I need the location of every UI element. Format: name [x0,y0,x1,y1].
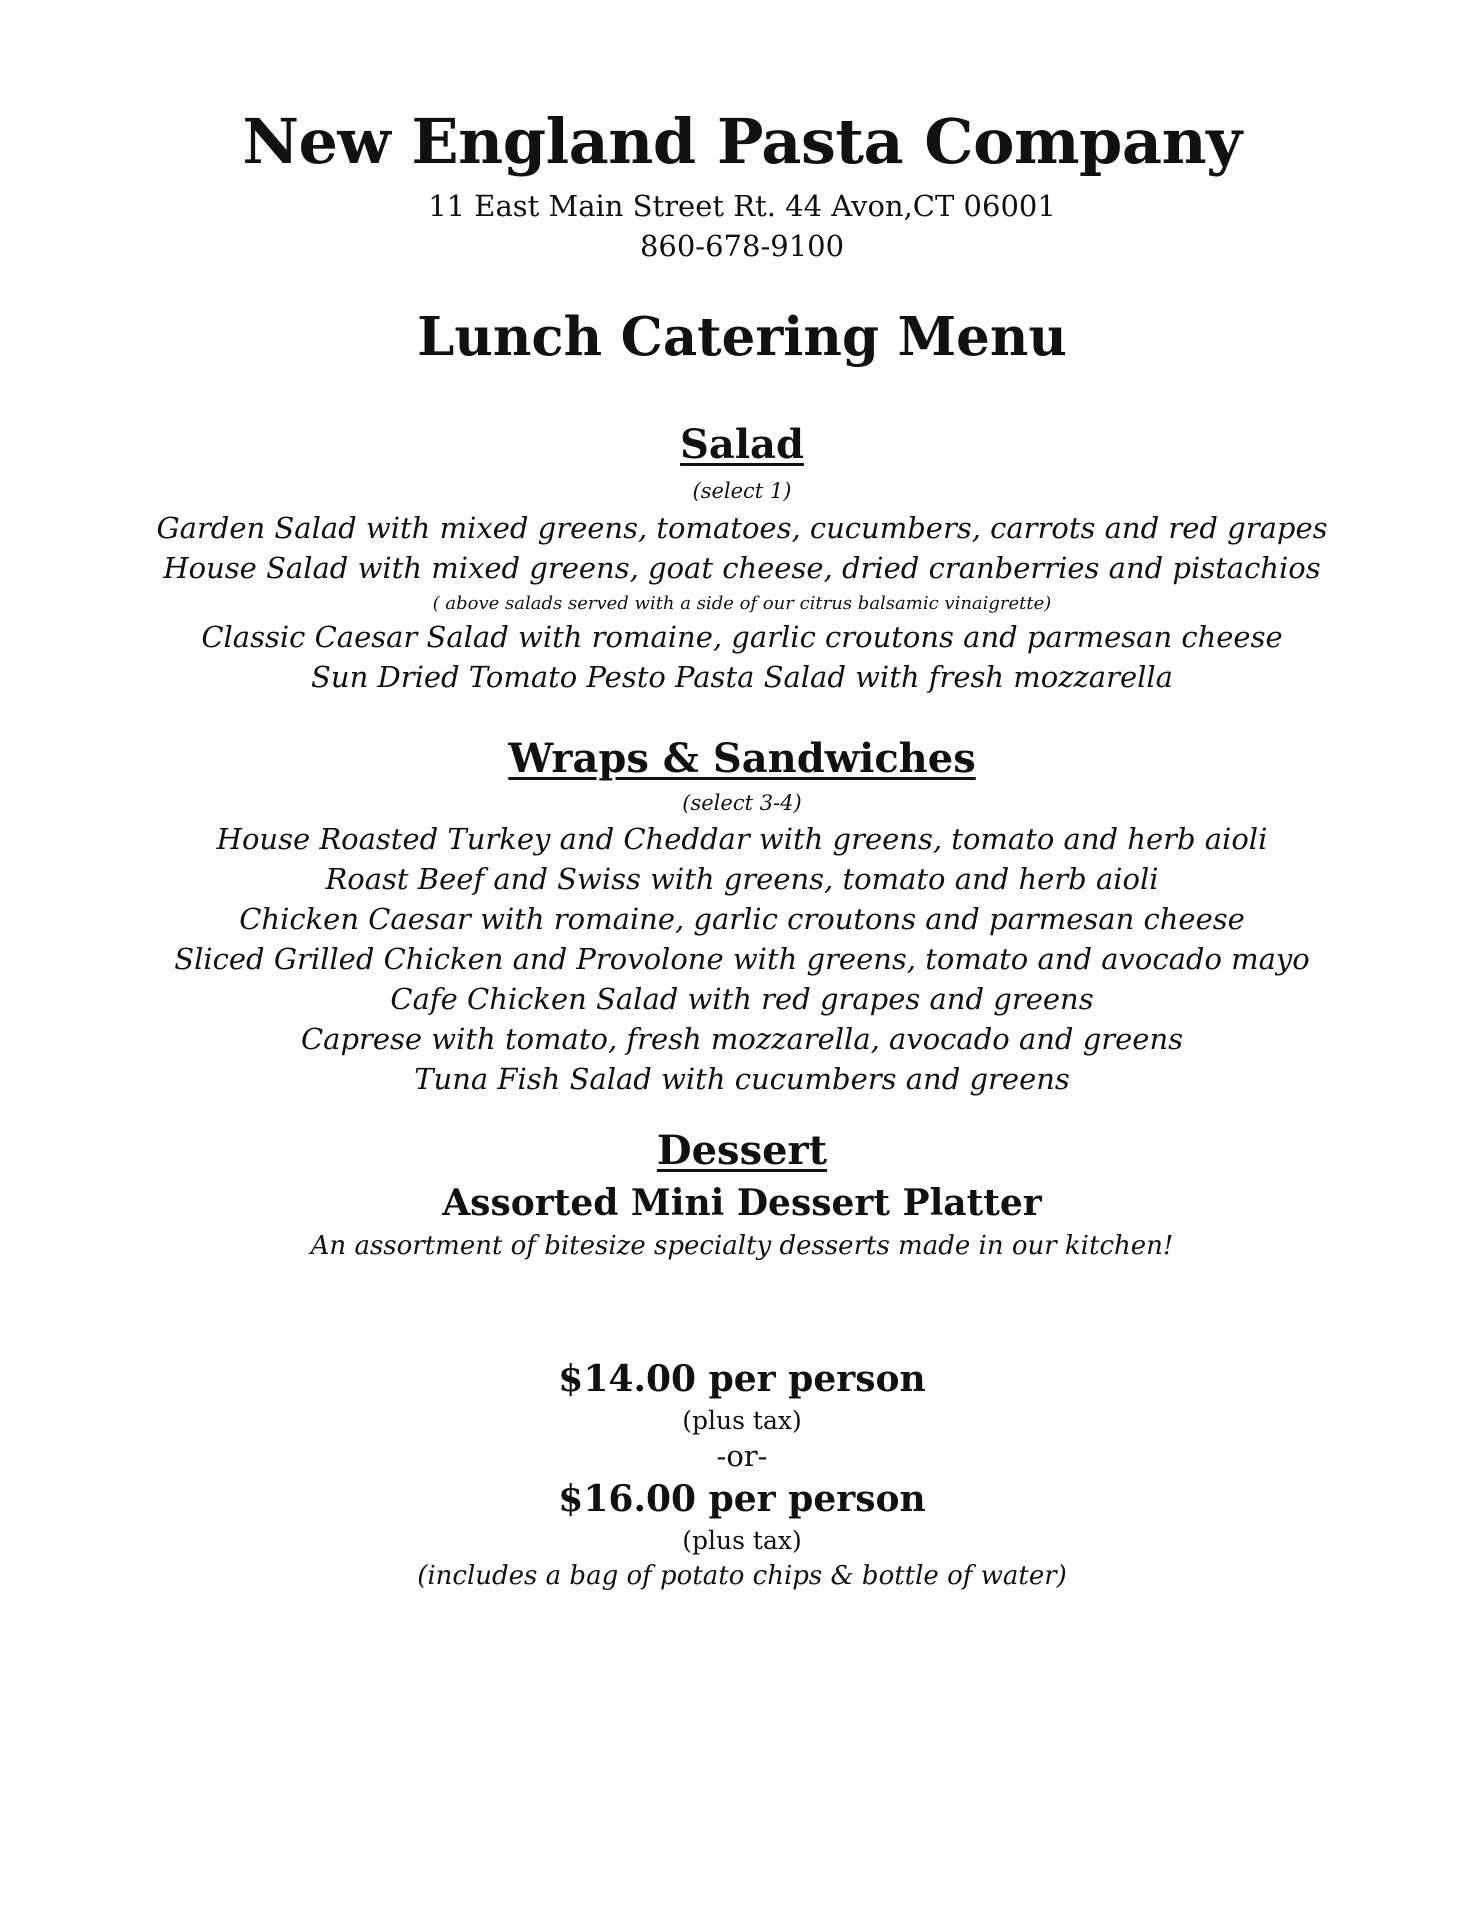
company-phone: 860-678-9100 [639,229,845,263]
price-option-2: $16.00 per person [558,1478,926,1520]
wrap-item: Chicken Caesar with romaine, garlic croutons and parmesan cheese [239,902,1245,936]
salad-item: House Salad with mixed greens, goat cheese, dried cranberries and pistachios [163,551,1321,585]
salad-dressing-note: ( above salads served with a side of our citrus balsamic vinaigrette) [432,593,1052,614]
price-option-2-tax: (plus tax) [682,1526,802,1555]
wrap-item: House Roasted Turkey and Cheddar with greens, tomato and herb aioli [216,822,1268,856]
wrap-item: Sliced Grilled Chicken and Provolone with greens, tomato and avocado mayo [174,942,1310,976]
price-option-1-tax: (plus tax) [682,1406,802,1435]
dessert-heading: Dessert [656,1127,828,1174]
dessert-name: Assorted Mini Dessert Platter [442,1182,1042,1224]
company-name: New England Pasta Company [242,105,1242,178]
salad-item: Classic Caesar Salad with romaine, garlic croutons and parmesan cheese [201,620,1283,654]
price-option-2-includes: (includes a bag of potato chips & bottle of water) [417,1561,1067,1591]
wrap-item: Cafe Chicken Salad with red grapes and greens [390,982,1094,1016]
wraps-select-note: (select 3-4) [682,791,802,815]
salad-item: Garden Salad with mixed greens, tomatoes, cucumbers, carrots and red grapes [156,511,1328,545]
salad-select-note: (select 1) [692,479,792,503]
wrap-item: Caprese with tomato, fresh mozzarella, avocado and greens [300,1022,1184,1056]
wraps-heading: Wraps & Sandwiches [508,735,976,782]
price-option-1: $14.00 per person [558,1358,926,1400]
salad-item: Sun Dried Tomato Pesto Pasta Salad with fresh mozzarella [311,660,1173,694]
wrap-item: Roast Beef and Swiss with greens, tomato and herb aioli [325,862,1159,896]
dessert-description: An assortment of bitesize specialty desserts made in our kitchen! [310,1231,1174,1261]
wrap-item: Tuna Fish Salad with cucumbers and greens [414,1062,1070,1096]
price-or-separator: -or- [716,1439,768,1473]
menu-title: Lunch Catering Menu [417,306,1067,368]
company-address: 11 East Main Street Rt. 44 Avon,CT 06001 [428,189,1056,223]
salad-heading: Salad [680,421,804,468]
